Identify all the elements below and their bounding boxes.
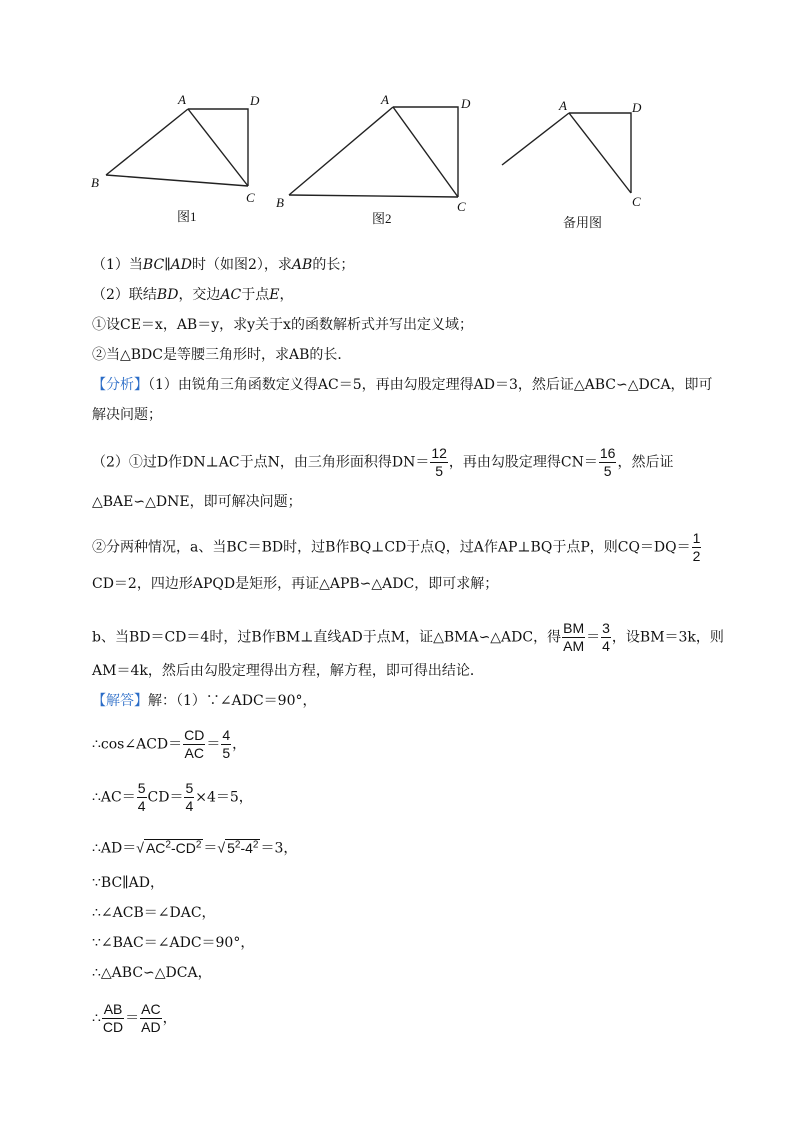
- sqrt-5-4: √ $5^2-4^2$: [217, 839, 259, 856]
- answer-line-4: [92, 836, 297, 858]
- q1-bc: BC: [142, 257, 165, 273]
- frac-num: 16: [599, 445, 616, 461]
- fraction-cd-ac: [183, 727, 205, 762]
- fraction-16-5: [599, 445, 617, 480]
- answer-line-1: [92, 692, 317, 710]
- analysis-line-5: [92, 530, 702, 565]
- answer-tag: 【解答】: [92, 693, 148, 709]
- answer-text-4a: ∴AD＝: [92, 840, 137, 857]
- frac-den: 5: [435, 463, 444, 479]
- frac-den: 4: [185, 798, 194, 814]
- frac-den: CD: [102, 1019, 124, 1035]
- frac-num: AC: [141, 1001, 161, 1017]
- analysis-line-3: [92, 445, 673, 480]
- q1-pre: （1）当: [92, 257, 143, 273]
- fig3-caption: 备用图: [563, 215, 603, 230]
- q2-end: ，: [279, 287, 294, 303]
- fig2-label-c: C: [457, 199, 466, 214]
- frac-den: 4: [137, 798, 146, 814]
- answer-line-5: ∵BC∥AD，: [92, 875, 164, 891]
- fraction-12-5: [430, 445, 448, 480]
- q1-par: ∥: [164, 257, 171, 273]
- analysis-text-7a: b、当BD＝CD＝4时，过B作BM⊥直线AD于点M，证△BMA∽△ADC，得: [92, 629, 562, 646]
- q1-ad: AD: [170, 257, 192, 273]
- q2-post: 于点: [241, 287, 270, 303]
- frac-num: 4: [222, 727, 231, 743]
- frac-num: BM: [563, 620, 585, 636]
- frac-den: 5: [222, 745, 231, 761]
- fig3-label-c: C: [632, 194, 641, 209]
- analysis-text-7b: ，设BM＝3k，则: [611, 629, 724, 646]
- sqrt-term: AC: [145, 839, 166, 856]
- frac-den: 5: [603, 463, 612, 479]
- q2-e: E: [269, 287, 280, 303]
- q1-end: 的长；: [312, 257, 355, 273]
- equals: ＝: [206, 736, 221, 753]
- answer-text-3a: ∴AC＝: [92, 789, 136, 806]
- exponent: 2: [234, 839, 241, 850]
- q2-pre: （2）联结: [92, 287, 157, 303]
- fig2-caption: 图2: [372, 211, 392, 226]
- question-2: [92, 286, 294, 304]
- fig2-label-d: D: [461, 96, 471, 111]
- fraction-ac-ad: [140, 1001, 161, 1036]
- analysis-text-3c: ，然后证: [617, 454, 674, 471]
- analysis-text-1: （1）由锐角三角函数定义得AC＝5，再由勾股定理得AD＝3，然后证△ABC∽△DCA，即可: [148, 377, 713, 393]
- fig1-caption: 图1: [177, 209, 197, 224]
- frac-num: 5: [185, 780, 194, 796]
- frac-num: AB: [103, 1001, 123, 1017]
- fig2-label-b: B: [276, 195, 284, 210]
- sqrt-ac-cd: √ $AC^2-CD^2$: [136, 839, 202, 856]
- answer-text-1: 解：（1）∵∠ADC＝90°，: [148, 693, 317, 709]
- answer-text-2a: ∴cos∠ACD＝: [92, 736, 183, 753]
- fraction-ab-cd: [102, 1001, 124, 1036]
- analysis-line-4: △BAE∽△DNE，即可解决问题；: [92, 494, 302, 510]
- analysis-text-5a: ②分两种情况，a、当BC＝BD时，过B作BQ⊥CD于点Q，过A作AP⊥BQ于点P，则CQ＝DQ＝: [92, 539, 691, 556]
- figure-1: [106, 109, 248, 186]
- fraction-5-4-b: [184, 780, 194, 815]
- fig3-label-d: D: [632, 100, 642, 115]
- sqrt-term: -CD: [170, 839, 196, 856]
- answer-line-9: [92, 1001, 177, 1036]
- answer-line-6: ∴∠ACB＝∠DAC，: [92, 905, 216, 921]
- figure-2: [289, 107, 458, 197]
- frac-num: 1: [692, 530, 701, 546]
- analysis-tag: 【分析】: [92, 377, 148, 393]
- frac-num: 12: [431, 445, 447, 461]
- q2-ac: AC: [220, 287, 242, 303]
- fig3-label-a: A: [559, 98, 567, 113]
- analysis-line-8: AM＝4k，然后由勾股定理得出方程，解方程，即可得出结论．: [92, 663, 484, 679]
- fig2-label-a: A: [381, 92, 389, 107]
- exponent: 2: [252, 839, 259, 850]
- frac-den: 2: [692, 548, 701, 564]
- q1-post: 时（如图2），求: [192, 257, 292, 273]
- fig1-label-c: C: [246, 190, 255, 205]
- analysis-text-3a: （2）①过D作DN⊥AC于点N，由三角形面积得DN＝: [92, 454, 430, 471]
- frac-den: 4: [602, 638, 610, 654]
- fig1-label-d: D: [250, 93, 260, 108]
- sqrt-term: -4: [240, 839, 253, 856]
- answer-line-8: ∴△ABC∽△DCA，: [92, 965, 212, 981]
- answer-text-2end: ，: [232, 736, 247, 753]
- equals: ＝: [203, 840, 218, 857]
- fraction-3-4: [601, 620, 611, 655]
- fig1-label-a: A: [178, 92, 186, 107]
- figures: [80, 80, 680, 240]
- frac-num: CD: [184, 727, 205, 743]
- q2-bd: BD: [156, 287, 179, 303]
- equals: ＝: [586, 629, 601, 646]
- answer-text-4end: ＝3，: [260, 840, 298, 857]
- analysis-line-2: 解决问题；: [92, 407, 162, 423]
- analysis-line-1: [92, 376, 713, 394]
- analysis-text-3b: ，再由勾股定理得CN＝: [448, 454, 598, 471]
- equals: ＝: [125, 1010, 140, 1027]
- answer-text-9end: ，: [162, 1010, 177, 1027]
- q1-ab: AB: [291, 257, 313, 273]
- question-1: [92, 256, 354, 274]
- analysis-line-6: CD＝2，四边形APQD是矩形，再证△APB∽△ADC，即可求解；: [92, 576, 499, 592]
- frac-den: AC: [184, 745, 204, 761]
- frac-den: AM: [563, 638, 585, 654]
- sqrt-term: 5: [227, 839, 235, 856]
- answer-text-3b: CD＝: [147, 789, 184, 806]
- frac-num: 5: [137, 780, 146, 796]
- question-2-part-1: ①设CE＝x，AB＝y，求y关于x的函数解析式并写出定义域；: [92, 317, 473, 333]
- question-2-part-2: ②当△BDC是等腰三角形时，求AB的长．: [92, 347, 352, 363]
- answer-line-2: [92, 727, 246, 762]
- exponent: 2: [165, 839, 171, 850]
- q2-mid: ，交边: [178, 287, 221, 303]
- fraction-5-4: [137, 780, 147, 815]
- fraction-4-5: [221, 727, 231, 762]
- exponent: 2: [195, 839, 202, 850]
- answer-text-3end: ×4＝5，: [195, 789, 253, 806]
- fraction-bm-am: [562, 620, 585, 655]
- answer-line-3: [92, 780, 253, 815]
- frac-num: 3: [602, 620, 610, 636]
- fig1-label-b: B: [91, 175, 99, 190]
- geometry-figures: [80, 80, 680, 240]
- analysis-line-7: [92, 620, 724, 655]
- answer-text-9a: ∴: [92, 1010, 101, 1027]
- figure-spare: [502, 113, 631, 193]
- frac-den: AD: [141, 1019, 161, 1035]
- fraction-1-2: [692, 530, 702, 565]
- answer-line-7: ∵∠BAC＝∠ADC＝90°，: [92, 935, 255, 951]
